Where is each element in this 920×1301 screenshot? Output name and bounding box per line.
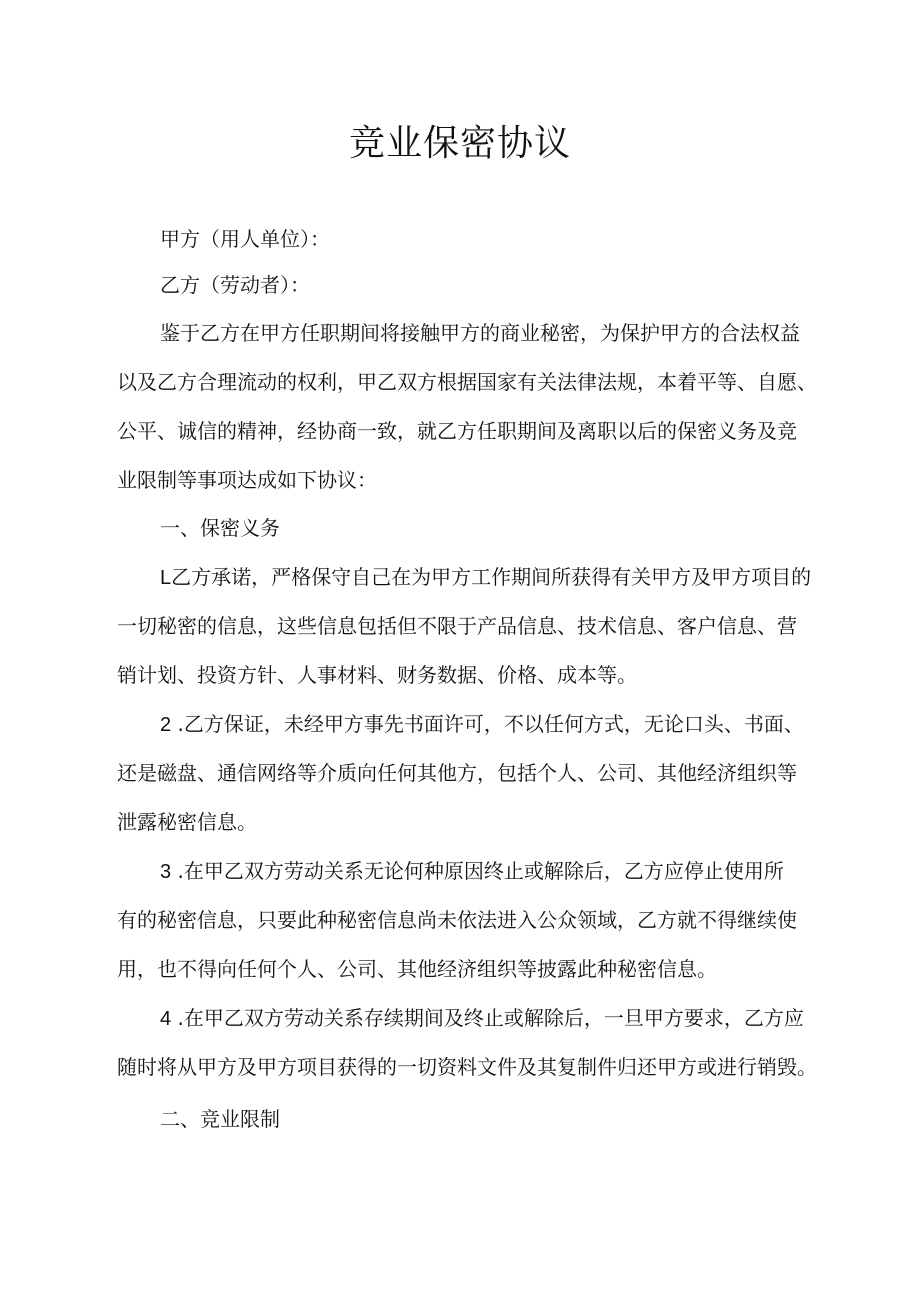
clause-4-text: .在甲乙双方劳动关系存续期间及终止或解除后，一旦甲方要求，乙方应 <box>171 1006 804 1030</box>
clause-2-line-3: 泄露秘密信息。 <box>117 810 257 834</box>
preamble-line-3: 公平、诚信的精神，经协商一致，就乙方任职期间及离职以后的保密义务及竞 <box>117 419 797 443</box>
clause-4-line-2: 随时将从甲方及甲方项目获得的一切资料文件及其复制件归还甲方或进行销毁。 <box>117 1055 817 1079</box>
clause-1-line-2: 一切秘密的信息，这些信息包括但不限于产品信息、技术信息、客户信息、营 <box>117 614 797 638</box>
preamble-line-4: 业限制等事项达成如下协议： <box>117 468 377 492</box>
clause-3-number: 3 <box>160 861 172 883</box>
clause-2-line-2: 还是磁盘、通信网络等介质向任何其他方，包括个人、公司、其他经济组织等 <box>117 761 797 785</box>
clause-1-number: L <box>160 567 172 589</box>
clause-1-line-1 <box>160 562 811 593</box>
document-title: 竞业保密协议 <box>348 123 571 164</box>
preamble-line-1: 鉴于乙方在甲方任职期间将接触甲方的商业秘密，为保护甲方的合法权益 <box>160 321 800 345</box>
clause-1-text: 乙方承诺，严格保守自己在为甲方工作期间所获得有关甲方及甲方项目的 <box>171 565 812 589</box>
section-heading-confidentiality: 一、保密义务 <box>160 516 280 540</box>
clause-2-text: .乙方保证，未经甲方事先书面许可，不以任何方式，无论口头、书面、 <box>171 712 804 736</box>
section-heading-non-compete: 二、竞业限制 <box>160 1107 280 1131</box>
clause-3-line-3: 用，也不得向任何个人、公司、其他经济组织等披露此种秘密信息。 <box>117 957 717 981</box>
clause-4-line-1 <box>160 1003 804 1034</box>
preamble-line-2: 以及乙方合理流动的权利，甲乙双方根据国家有关法律法规，本着平等、自愿、 <box>117 370 817 394</box>
clause-3-line-2: 有的秘密信息，只要此种秘密信息尚未依法进入公众领域，乙方就不得继续使 <box>117 908 797 932</box>
party-a-line: 甲方（用人单位）： <box>160 227 330 251</box>
clause-2-number: 2 <box>160 714 172 736</box>
clause-3-text: .在甲乙双方劳动关系无论何种原因终止或解除后，乙方应停止使用所 <box>171 859 784 883</box>
party-b-line: 乙方（劳动者）： <box>160 273 310 297</box>
clause-2-line-1 <box>160 709 804 740</box>
clause-3-line-1 <box>160 856 784 887</box>
clause-1-line-3: 销计划、投资方针、人事材料、财务数据、价格、成本等。 <box>117 663 637 687</box>
clause-4-number: 4 <box>160 1008 172 1030</box>
